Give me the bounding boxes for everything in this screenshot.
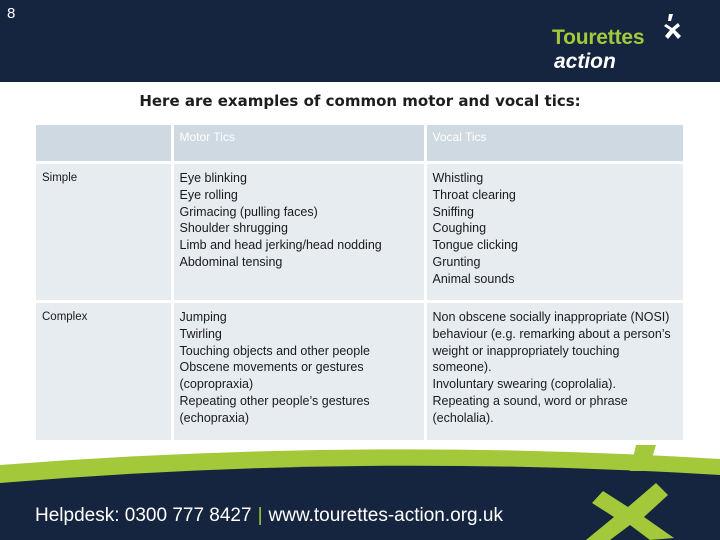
- page-title: Here are examples of common motor and vocal tics:: [139, 92, 581, 110]
- list-item: Animal sounds: [432, 271, 515, 286]
- list-item: Tongue clicking: [432, 238, 518, 253]
- row-label-simple: Simple: [36, 163, 172, 302]
- logo-text-tourettes: Tourettes: [552, 26, 645, 49]
- list-item: Throat clearing: [432, 187, 516, 202]
- header-bar: [0, 0, 720, 82]
- list-item: Obscene movements or gestures (copropraxia): [179, 360, 364, 392]
- complex-vocal-cell: [425, 302, 683, 442]
- header-blank: [36, 125, 172, 163]
- list-item: Eye blinking: [179, 171, 247, 185]
- list-item: Sniffing: [432, 204, 474, 219]
- list-item: Non obscene socially inappropriate (NOSI) behaviour (e.g. remarking about a person’s weight or inappropriately touching someone).: [432, 310, 671, 375]
- helpdesk-number: Helpdesk: 0300 777 8427: [35, 505, 252, 526]
- list-item: Limb and head jerking/head nodding: [179, 238, 382, 253]
- list-item: Whistling: [432, 171, 484, 185]
- list-item: Repeating a sound, word or phrase (echolalia).: [432, 393, 628, 425]
- list-item: Grimacing (pulling faces): [179, 204, 318, 219]
- website-link[interactable]: www.tourettes-action.org.uk: [268, 505, 503, 526]
- footer-contact: [35, 505, 503, 527]
- list-item: Touching objects and other people: [179, 343, 370, 358]
- simple-motor-cell: [172, 163, 425, 302]
- list-item: Grunting: [432, 254, 481, 269]
- list-item: Eye rolling: [179, 187, 238, 202]
- table-row-simple: [36, 163, 683, 302]
- logo-star-icon: [660, 14, 688, 44]
- tics-table: [36, 125, 683, 443]
- complex-motor-cell: [172, 302, 425, 442]
- list-item: Repeating other people’s gestures (echopraxia): [179, 393, 370, 425]
- list-item: Jumping: [179, 310, 227, 324]
- footer-separator: |: [257, 505, 263, 526]
- list-item: Abdominal tensing: [179, 254, 283, 269]
- row-label-complex: Complex: [36, 302, 172, 442]
- tourettes-action-logo: [552, 14, 702, 76]
- slide-number: 8: [7, 5, 16, 22]
- logo-text-action: action: [554, 50, 616, 73]
- table-header-row: [36, 125, 683, 163]
- header-motor-tics: Motor Tics: [172, 125, 425, 163]
- header-vocal-tics: Vocal Tics: [425, 125, 683, 163]
- list-item: Coughing: [432, 221, 487, 236]
- list-item: Shoulder shrugging: [179, 221, 288, 236]
- list-item: Twirling: [179, 326, 222, 341]
- list-item: Involuntary swearing (coprolalia).: [432, 377, 616, 392]
- simple-vocal-cell: [425, 163, 683, 302]
- table-row-complex: [36, 302, 683, 442]
